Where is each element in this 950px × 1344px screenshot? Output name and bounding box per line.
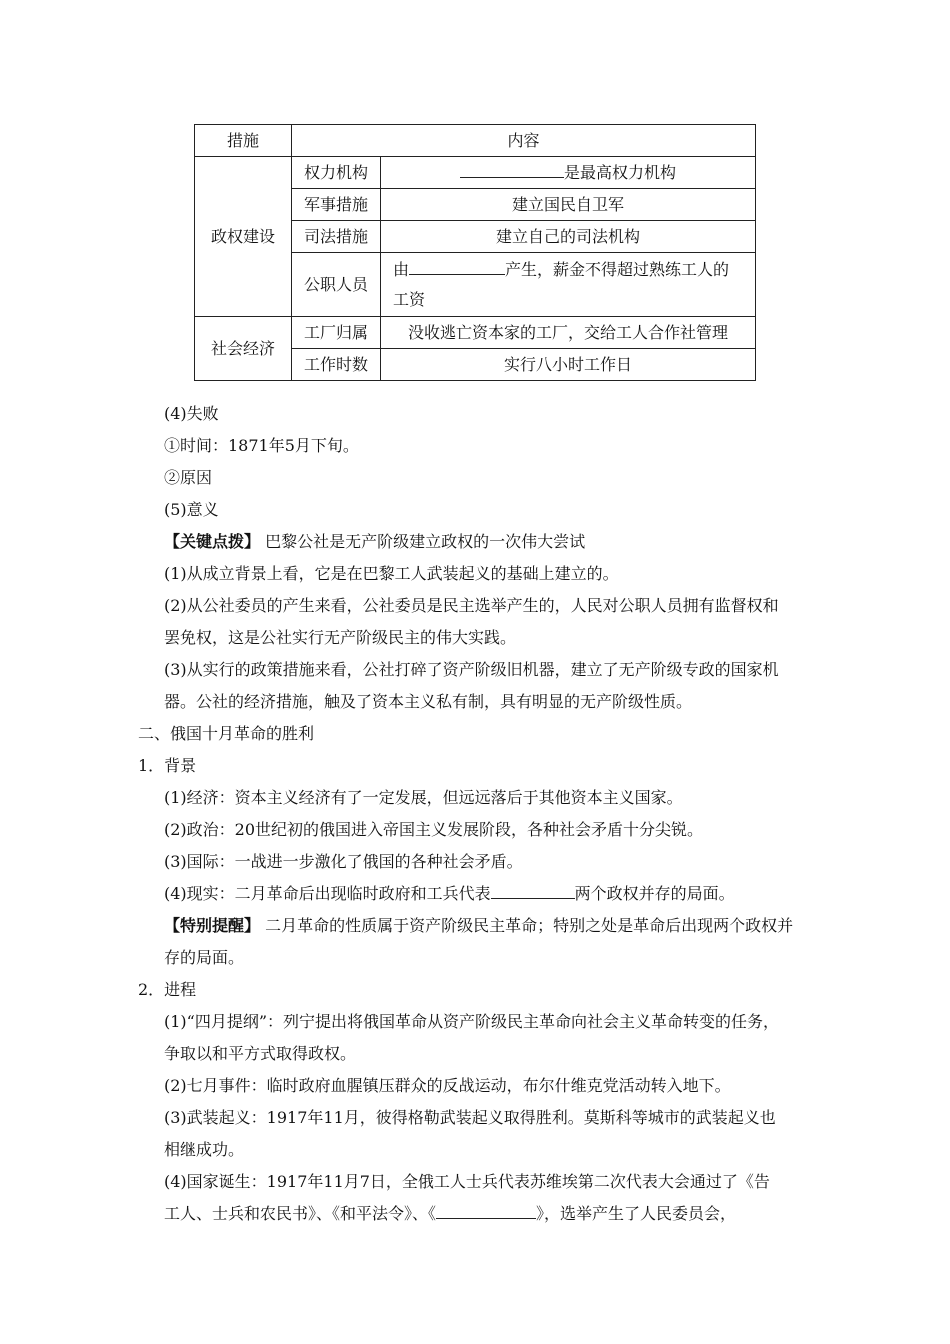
paragraph: (3)武装起义：1917年11月，彼得格勒武装起义取得胜利。莫斯科等城市的武装起义也	[164, 1108, 776, 1127]
row-item: 军事措施	[292, 189, 381, 221]
fill-blank	[491, 882, 575, 899]
paragraph: (2)七月事件：临时政府血腥镇压群众的反战运动，布尔什维克党活动转入地下。	[164, 1076, 731, 1095]
paragraph: (1)经济：资本主义经济有了一定发展，但远远落后于其他资本主义国家。	[164, 788, 683, 807]
row-content: 建立自己的司法机构	[381, 221, 756, 253]
paragraph: 器。公社的经济措施，触及了资本主义私有制，具有明显的无产阶级性质。	[164, 692, 693, 711]
section-heading: 二、俄国十月革命的胜利	[138, 724, 315, 743]
subsection-heading: 1．背景	[138, 756, 197, 775]
paragraph: (3)国际：一战进一步激化了俄国的各种社会矛盾。	[164, 852, 523, 871]
fill-blank	[460, 161, 564, 178]
paragraph: 相继成功。	[164, 1140, 245, 1159]
paragraph: ②原因	[164, 468, 213, 487]
paragraph: (1)“四月提纲”：列宁提出将俄国革命从资产阶级民主革命向社会主义革命转变的任务，	[164, 1012, 780, 1031]
paragraph: 争取以和平方式取得政权。	[164, 1044, 357, 1063]
table-row	[195, 317, 756, 349]
fill-blank	[436, 1202, 536, 1219]
row-item: 司法措施	[292, 221, 381, 253]
measures-table	[194, 124, 756, 381]
group-name: 政权建设	[195, 157, 292, 317]
row-item: 工作时数	[292, 349, 381, 381]
key-point-paragraph: 【关键点拨】 巴黎公社是无产阶级建立政权的一次伟大尝试	[164, 532, 586, 551]
row-content: 建立国民自卫军	[381, 189, 756, 221]
paragraph: (4)现实：二月革命后出现临时政府和工兵代表 两个政权并存的局面。	[164, 884, 735, 903]
fill-blank	[409, 258, 505, 275]
row-content: 实行八小时工作日	[381, 349, 756, 381]
table-row	[195, 157, 756, 189]
header-content: 内容	[292, 125, 756, 157]
paragraph: (3)从实行的政策措施来看，公社打碎了资产阶级旧机器，建立了无产阶级专政的国家机	[164, 660, 779, 679]
row-content: 没收逃亡资本家的工厂，交给工人合作社管理	[381, 317, 756, 349]
paragraph: (4)失败	[164, 404, 219, 423]
row-content: 是最高权力机构	[381, 157, 756, 189]
paragraph: 存的局面。	[164, 948, 245, 967]
paragraph: ①时间：1871年5月下旬。	[164, 436, 359, 455]
paragraph: (2)从公社委员的产生来看，公社委员是民主选举产生的，人民对公职人员拥有监督权和	[164, 596, 779, 615]
subsection-heading: 2．进程	[138, 980, 197, 999]
group-name: 社会经济	[195, 317, 292, 381]
table-header-row	[195, 125, 756, 157]
reminder-paragraph: 【特别提醒】 二月革命的性质属于资产阶级民主革命；特别之处是革命后出现两个政权并	[164, 916, 794, 935]
row-content: 由 产生，薪金不得超过熟练工人的 工资	[381, 253, 756, 317]
paragraph: 罢免权，这是公社实行无产阶级民主的伟大实践。	[164, 628, 517, 647]
row-item: 工厂归属	[292, 317, 381, 349]
row-item: 权力机构	[292, 157, 381, 189]
row-item: 公职人员	[292, 253, 381, 317]
paragraph: (4)国家诞生：1917年11月7日，全俄工人士兵代表苏维埃第二次代表大会通过了《告	[164, 1172, 770, 1191]
header-measures: 措施	[195, 125, 292, 157]
paragraph: (5)意义	[164, 500, 219, 519]
key-point-tag: 【关键点拨】	[164, 532, 261, 551]
body-text	[138, 398, 818, 1230]
paragraph: 工人、士兵和农民书》、《和平法令》、《 》，选举产生了人民委员会，	[164, 1204, 737, 1223]
paragraph: (1)从成立背景上看，它是在巴黎工人武装起义的基础上建立的。	[164, 564, 619, 583]
paragraph: (2)政治：20世纪初的俄国进入帝国主义发展阶段，各种社会矛盾十分尖锐。	[164, 820, 704, 839]
reminder-tag: 【特别提醒】	[164, 916, 261, 935]
